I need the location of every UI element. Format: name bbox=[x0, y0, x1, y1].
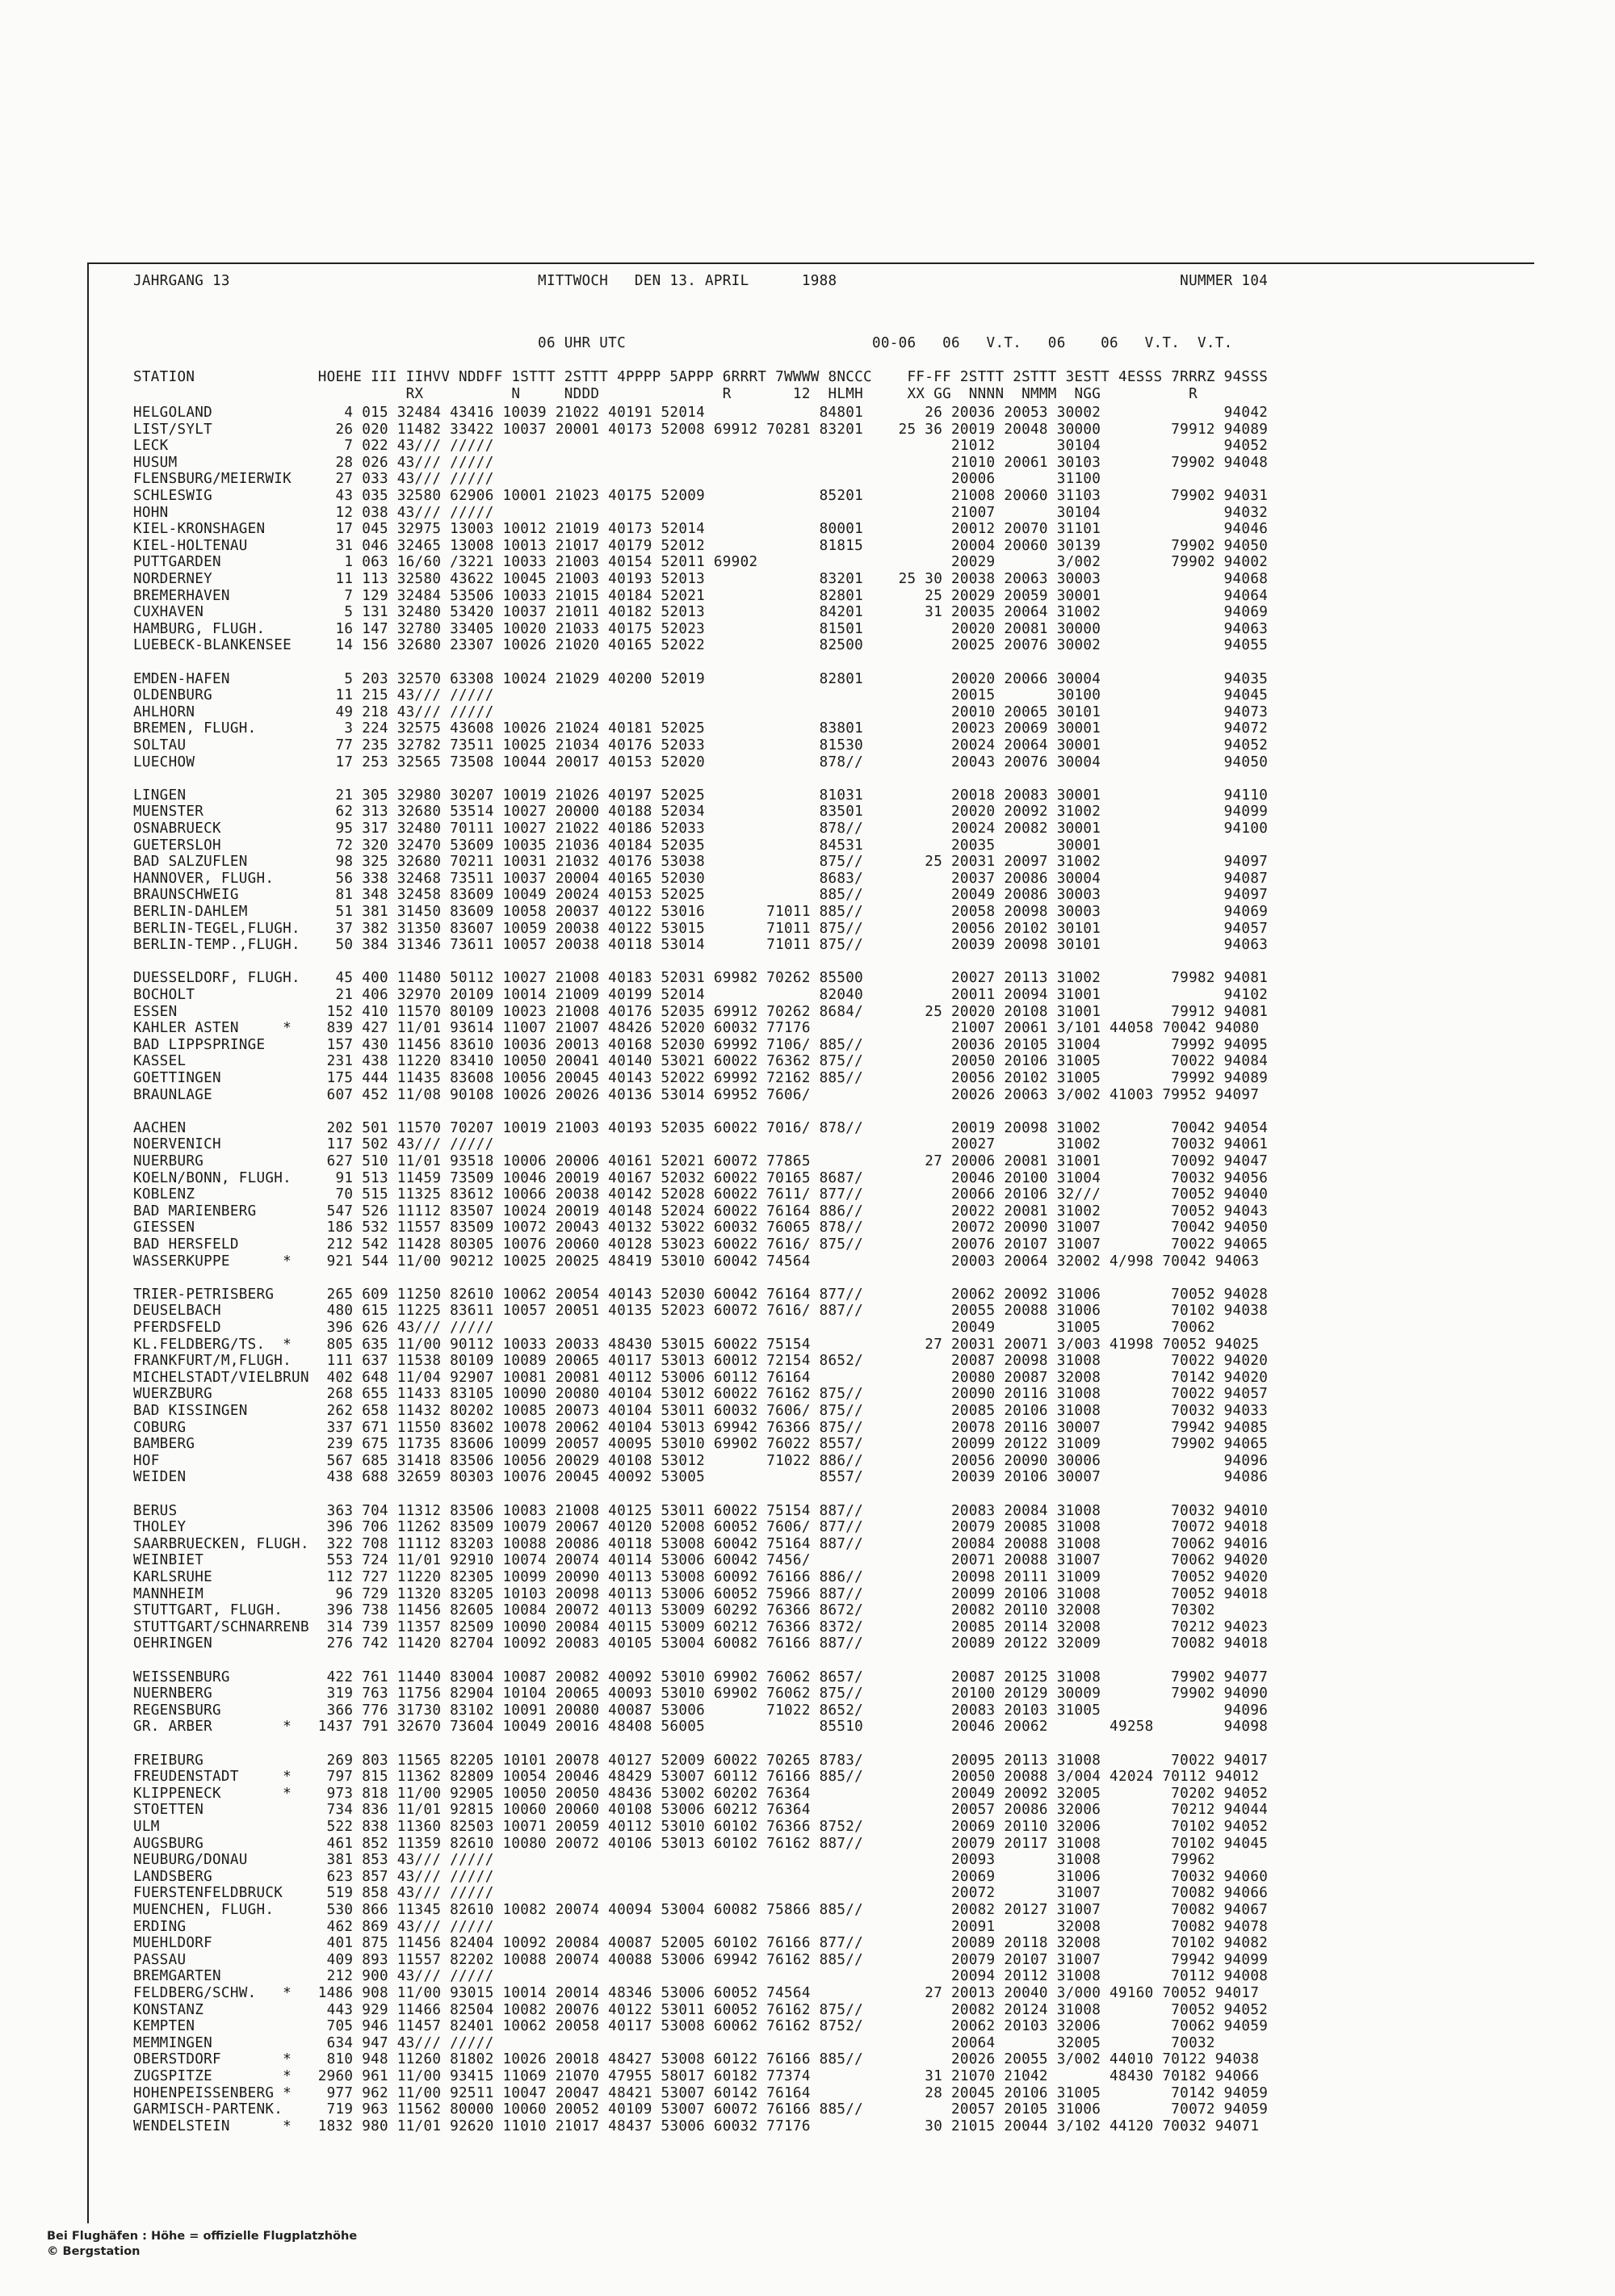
station-row: BERUS 363 704 11312 83506 10083 21008 40125 53011 60022 75154 887// 20083 20084 31008 70032 94010 bbox=[133, 1503, 1269, 1519]
station-row: NUERNBERG 319 763 11756 82904 10104 20065 40093 53010 69902 76062 875// 20100 20129 30009 79902 94090 bbox=[133, 1685, 1269, 1702]
station-row: ULM 522 838 11360 82503 10071 20059 40112 53010 60102 76366 8752/ 20069 20110 32006 70102 94052 bbox=[133, 1819, 1269, 1835]
station-row: LIST/SYLT 26 020 11482 33422 10037 20001 40173 52008 69912 70281 83201 25 36 20019 20048 30000 79912 94089 bbox=[133, 422, 1269, 438]
station-row: GIESSEN 186 532 11557 83509 10072 20043 40132 53022 60032 76065 878// 20072 20090 31007 70042 94050 bbox=[133, 1219, 1269, 1236]
station-row: KL.FELDBERG/TS. * 805 635 11/00 90112 10033 20033 48430 53015 60022 75154 27 20031 20071 3/003 41998 70052 94025 bbox=[133, 1337, 1260, 1353]
station-row: GOETTINGEN 175 444 11435 83608 10056 20045 40143 52022 69992 72162 885// 20056 20102 31005 79992 94089 bbox=[133, 1070, 1269, 1086]
station-row: GUETERSLOH 72 320 32470 53609 10035 21036 40184 52035 84531 20035 30001 bbox=[133, 837, 1101, 854]
station-row: BAD MARIENBERG 547 526 11112 83507 10024 20019 40148 52024 60022 76164 886// 20022 20081 31002 70052 94043 bbox=[133, 1203, 1269, 1219]
station-row: MEMMINGEN 634 947 43/// ///// 20064 32005 70032 bbox=[133, 2035, 1215, 2051]
station-row: DEUSELBACH 480 615 11225 83611 10057 20051 40135 52023 60072 7616/ 887// 20055 20088 31006 70102 94038 bbox=[133, 1303, 1269, 1319]
station-row: BAD LIPPSPRINGE 157 430 11456 83610 10036 20013 40168 52030 69992 7106/ 885// 20036 20105 31004 79992 94095 bbox=[133, 1037, 1269, 1053]
station-row: ZUGSPITZE * 2960 961 11/00 93415 11069 21070 47955 58017 60182 77374 31 21070 21042 48430 70182 94066 bbox=[133, 2068, 1260, 2084]
station-row: AHLHORN 49 218 43/// ///// 20010 20065 30101 94073 bbox=[133, 704, 1269, 720]
station-row: OEHRINGEN 276 742 11420 82704 10092 20083 40105 53004 60082 76166 887// 20089 20122 32009 70082 94018 bbox=[133, 1635, 1269, 1652]
station-row: WEIDEN 438 688 32659 80303 10076 20045 40092 53005 8557/ 20039 20106 30007 94086 bbox=[133, 1469, 1269, 1485]
station-row: MUEHLDORF 401 875 11456 82404 10092 20084 40087 52005 60102 76166 877// 20089 20118 32008 70102 94082 bbox=[133, 1935, 1269, 1951]
station-row: SOLTAU 77 235 32782 73511 10025 21034 40176 52033 81530 20024 20064 30001 94052 bbox=[133, 737, 1269, 753]
station-row: GR. ARBER * 1437 791 32670 73604 10049 20016 48408 56005 85510 20046 20062 49258 94098 bbox=[133, 1719, 1269, 1735]
header-line: RX N NDDD R 12 HLMH XX GG NNNN NMMM NGG R bbox=[133, 386, 1198, 402]
station-row: FLENSBURG/MEIERWIK 27 033 43/// ///// 20006 31100 bbox=[133, 471, 1101, 487]
station-row: NUERBURG 627 510 11/01 93518 10006 20006 40161 52021 60072 77865 27 20006 20081 31001 70092 94047 bbox=[133, 1153, 1269, 1169]
station-row: NEUBURG/DONAU 381 853 43/// ///// 20093 31008 79962 bbox=[133, 1852, 1215, 1868]
header-line: JAHRGANG 13 MITTWOCH DEN 13. APRIL 1988 NUMMER 104 bbox=[133, 273, 1269, 289]
station-row: LUEBECK-BLANKENSEE 14 156 32680 23307 10026 21020 40165 52022 82500 20025 20076 30002 94055 bbox=[133, 637, 1269, 653]
station-row: ERDING 462 869 43/// ///// 20091 32008 70082 94078 bbox=[133, 1919, 1269, 1935]
station-row: SCHLESWIG 43 035 32580 62906 10001 21023 40175 52009 85201 21008 20060 31103 79902 94031 bbox=[133, 488, 1269, 504]
station-row: BAD KISSINGEN 262 658 11432 80202 10085 20073 40104 53011 60032 7606/ 875// 20085 20106 31008 70032 94033 bbox=[133, 1403, 1269, 1419]
station-row: WEISSENBURG 422 761 11440 83004 10087 20082 40092 53010 69902 76062 8657/ 20087 20125 31008 79902 94077 bbox=[133, 1669, 1269, 1685]
station-row: BERLIN-TEGEL,FLUGH. 37 382 31350 83607 10059 20038 40122 53015 71011 875// 20056 20102 30101 94057 bbox=[133, 921, 1269, 937]
station-row: AUGSBURG 461 852 11359 82610 10080 20072 40106 53013 60102 76162 887// 20079 20117 31008 70102 94045 bbox=[133, 1836, 1269, 1852]
station-row: KEMPTEN 705 946 11457 82401 10062 20058 40117 53008 60062 76162 8752/ 20062 20103 32006 70062 94059 bbox=[133, 2018, 1269, 2034]
station-row: HELGOLAND 4 015 32484 43416 10039 21022 40191 52014 84801 26 20036 20053 30002 94042 bbox=[133, 405, 1269, 421]
station-row: DUESSELDORF, FLUGH. 45 400 11480 50112 10027 21008 40183 52031 69982 70262 85500 20027 20113 31002 79982 94081 bbox=[133, 970, 1269, 986]
station-row: KARLSRUHE 112 727 11220 82305 10099 20090 40113 53008 60092 76166 886// 20098 20111 31009 70052 94020 bbox=[133, 1569, 1269, 1585]
station-row: COBURG 337 671 11550 83602 10078 20062 40104 53013 69942 76366 875// 20078 20116 30007 79942 94085 bbox=[133, 1420, 1269, 1436]
station-row: BRAUNLAGE 607 452 11/08 90108 10026 20026 40136 53014 69952 7606/ 20026 20063 3/002 41003 79952 94097 bbox=[133, 1087, 1260, 1103]
station-row: STUTTGART, FLUGH. 396 738 11456 82605 10084 20072 40113 53009 60292 76366 8672/ 20082 20110 32008 70302 bbox=[133, 1602, 1215, 1618]
station-row: FUERSTENFELDBRUCK 519 858 43/// ///// 20072 31007 70082 94066 bbox=[133, 1885, 1269, 1901]
station-row: HOHENPEISSENBERG * 977 962 11/00 92511 10047 20047 48421 53007 60142 76164 28 20045 20106 31005 70142 94059 bbox=[133, 2085, 1269, 2101]
station-row: MUENCHEN, FLUGH. 530 866 11345 82610 10082 20074 40094 53004 60082 75866 885// 20082 20127 31007 70082 94067 bbox=[133, 1902, 1269, 1918]
station-row: KLIPPENECK * 973 818 11/00 92905 10050 20050 48436 53002 60202 76364 20049 20092 32005 70202 94052 bbox=[133, 1786, 1269, 1802]
station-row: OBERSTDORF * 810 948 11260 81802 10026 20018 48427 53008 60122 76166 885// 20026 20055 3/002 44010 70122 94038 bbox=[133, 2051, 1260, 2067]
station-row: WUERZBURG 268 655 11433 83105 10090 20080 40104 53012 60022 76162 875// 20090 20116 31008 70022 94057 bbox=[133, 1386, 1269, 1402]
station-row: EMDEN-HAFEN 5 203 32570 63308 10024 21029 40200 52019 82801 20020 20066 30004 94035 bbox=[133, 671, 1269, 687]
station-row: LECK 7 022 43/// ///// 21012 30104 94052 bbox=[133, 438, 1269, 454]
station-row: GARMISCH-PARTENK. 719 963 11562 80000 10060 20052 40109 53007 60072 76166 885// 20057 20105 31006 70072 94059 bbox=[133, 2101, 1269, 2118]
station-row: BREMERHAVEN 7 129 32484 53506 10033 21015 40184 52021 82801 25 20029 20059 30001 94064 bbox=[133, 588, 1269, 604]
station-row: LANDSBERG 623 857 43/// ///// 20069 31006 70032 94060 bbox=[133, 1869, 1269, 1885]
station-row: REGENSBURG 366 776 31730 83102 10091 20080 40087 53006 71022 8652/ 20083 20103 31005 94096 bbox=[133, 1702, 1269, 1719]
station-row: HOF 567 685 31418 83506 10056 20029 40108 53012 71022 886// 20056 20090 30006 94096 bbox=[133, 1453, 1269, 1469]
station-row: KOELN/BONN, FLUGH. 91 513 11459 73509 10046 20019 40167 52032 60022 70165 8687/ 20046 20100 31004 70032 94056 bbox=[133, 1170, 1269, 1186]
station-row: TRIER-PETRISBERG 265 609 11250 82610 10062 20054 40143 52030 60042 76164 877// 20062 20092 31006 70052 94028 bbox=[133, 1287, 1269, 1303]
station-row: SAARBRUECKEN, FLUGH. 322 708 11112 83203 10088 20086 40118 53008 60042 75164 887// 20084 20088 31008 70062 94016 bbox=[133, 1536, 1269, 1552]
station-row: MUENSTER 62 313 32680 53514 10027 20000 40188 52034 83501 20020 20092 31002 94099 bbox=[133, 804, 1269, 820]
station-row: HANNOVER, FLUGH. 56 338 32468 73511 10037 20004 40165 52030 8683/ 20037 20086 30004 94087 bbox=[133, 871, 1269, 887]
station-row: WEINBIET 553 724 11/01 92910 10074 20074 40114 53006 60042 7456/ 20071 20088 31007 70062 94020 bbox=[133, 1552, 1269, 1568]
station-row: MANNHEIM 96 729 11320 83205 10103 20098 40113 53006 60052 75966 887// 20099 20106 31008 70052 94018 bbox=[133, 1586, 1269, 1602]
station-row: HUSUM 28 026 43/// ///// 21010 20061 30103 79902 94048 bbox=[133, 455, 1269, 471]
station-row: BRAUNSCHWEIG 81 348 32458 83609 10049 20024 40153 52025 885// 20049 20086 30003 94097 bbox=[133, 887, 1269, 903]
station-row: BREMEN, FLUGH. 3 224 32575 43608 10026 21024 40181 52025 83801 20023 20069 30001 94072 bbox=[133, 720, 1269, 737]
station-row: KAHLER ASTEN * 839 427 11/01 93614 11007 21007 48426 52020 60032 77176 21007 20061 3/101 44058 70042 94080 bbox=[133, 1020, 1260, 1036]
station-row: BERLIN-DAHLEM 51 381 31450 83609 10058 20037 40122 53016 71011 885// 20058 20098 30003 94069 bbox=[133, 904, 1269, 920]
station-row: AACHEN 202 501 11570 70207 10019 21003 40193 52035 60022 7016/ 878// 20019 20098 31002 70042 94054 bbox=[133, 1120, 1269, 1136]
header-line: 06 UHR UTC 00-06 06 V.T. 06 06 V.T. V.T. bbox=[133, 335, 1233, 351]
station-row: KIEL-KRONSHAGEN 17 045 32975 13003 10012 21019 40173 52014 80001 20012 20070 31101 94046 bbox=[133, 521, 1269, 537]
station-row: WASSERKUPPE * 921 544 11/00 90212 10025 20025 48419 53010 60042 74564 20003 20064 32002 4/998 70042 94063 bbox=[133, 1253, 1260, 1270]
station-row: PFERDSFELD 396 626 43/// ///// 20049 31005 70062 bbox=[133, 1320, 1215, 1336]
station-row: HOHN 12 038 43/// ///// 21007 30104 94032 bbox=[133, 505, 1269, 521]
station-row: KIEL-HOLTENAU 31 046 32465 13008 10013 21017 40179 52012 81815 20004 20060 30139 79902 94050 bbox=[133, 538, 1269, 554]
station-row: FREIBURG 269 803 11565 82205 10101 20078 40127 52009 60022 70265 8783/ 20095 20113 31008 70022 94017 bbox=[133, 1752, 1269, 1769]
station-row: LINGEN 21 305 32980 30207 10019 21026 40197 52025 81031 20018 20083 30001 94110 bbox=[133, 787, 1269, 804]
station-row: NORDERNEY 11 113 32580 43622 10045 21003 40193 52013 83201 25 30 20038 20063 30003 94068 bbox=[133, 571, 1269, 587]
station-row: BERLIN-TEMP.,FLUGH. 50 384 31346 73611 10057 20038 40118 53014 71011 875// 20039 20098 30101 94063 bbox=[133, 937, 1269, 953]
station-row: PASSAU 409 893 11557 82202 10088 20074 40088 53006 69942 76162 885// 20079 20107 31007 79942 94099 bbox=[133, 1952, 1269, 1968]
station-row: STOETTEN 734 836 11/01 92815 10060 20060 40108 53006 60212 76364 20057 20086 32006 70212 94044 bbox=[133, 1802, 1269, 1818]
station-row: KASSEL 231 438 11220 83410 10050 20041 40140 53021 60022 76362 875// 20050 20106 31005 70022 94084 bbox=[133, 1053, 1269, 1069]
station-row: ESSEN 152 410 11570 80109 10023 21008 40176 52035 69912 70262 8684/ 25 20020 20108 31001 79912 94081 bbox=[133, 1004, 1269, 1020]
station-row: BAD SALZUFLEN 98 325 32680 70211 10031 21032 40176 53038 875// 25 20031 20097 31002 94097 bbox=[133, 854, 1269, 870]
header-line: STATION HOEHE III IIHVV NDDFF 1STTT 2STTT 4PPPP 5APPP 6RRRT 7WWWW 8NCCC FF-FF 2STTT 2STTT 3ESTT 4ESSS 7RRRZ 94SSS bbox=[133, 369, 1269, 385]
station-row: BAD HERSFELD 212 542 11428 80305 10076 20060 40128 53023 60022 7616/ 875// 20076 20107 31007 70022 94065 bbox=[133, 1236, 1269, 1253]
station-row: HAMBURG, FLUGH. 16 147 32780 33405 10020 21033 40175 52023 81501 20020 20081 30000 94063 bbox=[133, 621, 1269, 637]
station-row: OSNABRUECK 95 317 32480 70111 10027 21022 40186 52033 878// 20024 20082 30001 94100 bbox=[133, 821, 1269, 837]
station-row: KOBLENZ 70 515 11325 83612 10066 20038 40142 52028 60022 7611/ 877// 20066 20106 32/// 70052 94040 bbox=[133, 1186, 1269, 1203]
station-row: BAMBERG 239 675 11735 83606 10099 20057 40095 53010 69902 76022 8557/ 20099 20122 31009 79902 94065 bbox=[133, 1436, 1269, 1452]
station-row: MICHELSTADT/VIELBRUN 402 648 11/04 92907 10081 20081 40112 53006 60112 76164 20080 20087 32008 70142 94020 bbox=[133, 1370, 1269, 1386]
station-row: LUECHOW 17 253 32565 73508 10044 20017 40153 52020 878// 20043 20076 30004 94050 bbox=[133, 754, 1269, 770]
station-row: CUXHAVEN 5 131 32480 53420 10037 21011 40182 52013 84201 31 20035 20064 31002 94069 bbox=[133, 604, 1269, 620]
station-row: STUTTGART/SCHNARRENB 314 739 11357 82509 10090 20084 40115 53009 60212 76366 8372/ 20085 20114 32008 70212 94023 bbox=[133, 1619, 1269, 1635]
station-row: FRANKFURT/M,FLUGH. 111 637 11538 80109 10089 20065 40117 53013 60012 72154 8652/ 20087 20098 31008 70022 94020 bbox=[133, 1353, 1269, 1369]
footnote: © Bergstation bbox=[47, 2245, 141, 2258]
station-row: OLDENBURG 11 215 43/// ///// 20015 30100 94045 bbox=[133, 687, 1269, 703]
station-row: BOCHOLT 21 406 32970 20109 10014 21009 40199 52014 82040 20011 20094 31001 94102 bbox=[133, 987, 1269, 1003]
station-row: FREUDENSTADT * 797 815 11362 82809 10054 20046 48429 53007 60112 76166 885// 20050 20088 3/004 42024 70112 94012 bbox=[133, 1769, 1260, 1785]
station-row: KONSTANZ 443 929 11466 82504 10082 20076 40122 53011 60052 76162 875// 20082 20124 31008 70052 94052 bbox=[133, 2002, 1269, 2018]
footnote: Bei Flughäfen : Höhe = offizielle Flugplatzhöhe bbox=[47, 2230, 358, 2243]
station-row: WENDELSTEIN * 1832 980 11/01 92620 11010 21017 48437 53006 60032 77176 30 21015 20044 3/102 44120 70032 94071 bbox=[133, 2118, 1260, 2134]
station-row: FELDBERG/SCHW. * 1486 908 11/00 93015 10014 20014 48346 53006 60052 74564 27 20013 20040 3/000 49160 70052 94017 bbox=[133, 1985, 1260, 2001]
station-row: NOERVENICH 117 502 43/// ///// 20027 31002 70032 94061 bbox=[133, 1136, 1269, 1152]
station-row: THOLEY 396 706 11262 83509 10079 20067 40120 52008 60052 7606/ 877// 20079 20085 31008 70072 94018 bbox=[133, 1519, 1269, 1535]
station-row: PUTTGARDEN 1 063 16/60 /3221 10033 21003 40154 52011 69902 20029 3/002 79902 94002 bbox=[133, 554, 1269, 570]
station-row: BREMGARTEN 212 900 43/// ///// 20094 20112 31008 70112 94008 bbox=[133, 1968, 1269, 1984]
